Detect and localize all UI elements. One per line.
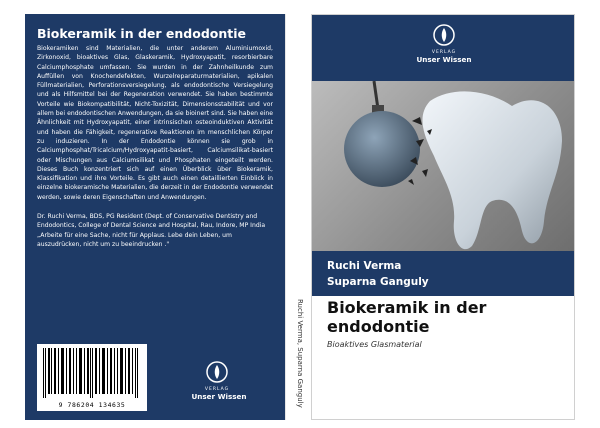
- publisher-emblem-icon: [206, 361, 228, 383]
- front-publisher-name: Unser Wissen: [416, 55, 472, 64]
- author-bio: Dr. Ruchi Verma, BDS, PG Resident (Dept. of Conservative Dentistry and Endodontics, College of Dental Science and Hospital, Rau, Indore, MP India „Arbeite für eine Sache, nicht für Applaus. Lebe dein Leben, um auszudrücken, nicht um zu beeindrucken .": [37, 213, 266, 248]
- isbn-barcode: [37, 344, 147, 411]
- back-publisher-logo: [191, 361, 247, 401]
- isbn-number: 9 786204 134635: [58, 401, 126, 409]
- back-cover: [25, 14, 285, 420]
- front-cover: [311, 14, 575, 420]
- front-publisher-logo: [416, 24, 472, 64]
- author-2: Suparna Ganguly: [327, 276, 429, 288]
- cover-image: [312, 81, 574, 251]
- front-top-band: [312, 15, 574, 81]
- back-cover-description: Biokeramiken sind Materialien, die unter anderem Aluminiumoxid, Zirkonoxid, bioaktives Glas, Glaskeramik, Hydroxyapatit, resorbierbare Calciumphosphate umfassen. Sie wurden in der Zahnheilkunde zum Auffüllen von Knochendefekten, Wurzelreparaturmaterialien, apikalen Füllmaterialien, Perforationsversiegelung, als endodontische Versiegelung und als Hilfsmittel bei der Regeneration verwendet. Sie haben bestimmte Vorteile wie Biokompatibilität, Nicht-Toxizität, Dimensionsstabilität und vor allem bei endodontischen Anwendungen, da sie bioinert sind. Sie haben eine Ähnlichkeit mit Hydroxyapatit, einer intrinsischen osteoinduktiven Aktivität und haben die Fähigkeit, regenerative Reaktionen im menschlichen Körper zu induzieren. In der Endodontie können sie grob in Calciumphosphat/Tricalcium/Hydroxyapatit-basiert, Calciumsilikat-basiert oder Mischungen aus Calciumsilikat und Phosphaten eingeteilt werden. Dieses Buch konzentriert sich auf einen Überblick über Biokeramik, Klassifikation und ihre Vorteile. Es gibt auch einen detaillierten Einblick in einzelne biokeramische Materialien, die derzeit in der Endodontie verwendet werden, sowie deren Eigenschaften und Anwendungen.: [37, 45, 273, 201]
- back-publisher-verlag: VERLAG: [204, 387, 230, 392]
- back-cover-title: Biokeramik in der endodontie: [37, 26, 246, 41]
- publisher-emblem-icon: [433, 24, 455, 46]
- front-cover-title: Biokeramik in der endodontie: [327, 298, 487, 336]
- spine: [285, 14, 312, 420]
- front-cover-subtitle: Bioaktives Glasmaterial: [327, 340, 422, 349]
- barcode-icon: [41, 348, 143, 398]
- back-publisher-name: Unser Wissen: [191, 392, 247, 401]
- front-publisher-verlag: VERLAG: [431, 50, 457, 55]
- authors-band: [312, 251, 574, 296]
- author-1: Ruchi Verma: [327, 260, 402, 272]
- tooth-wrecking-ball-illustration: [312, 81, 574, 251]
- spine-authors: Ruchi Verma, Suparna Ganguly: [296, 299, 304, 408]
